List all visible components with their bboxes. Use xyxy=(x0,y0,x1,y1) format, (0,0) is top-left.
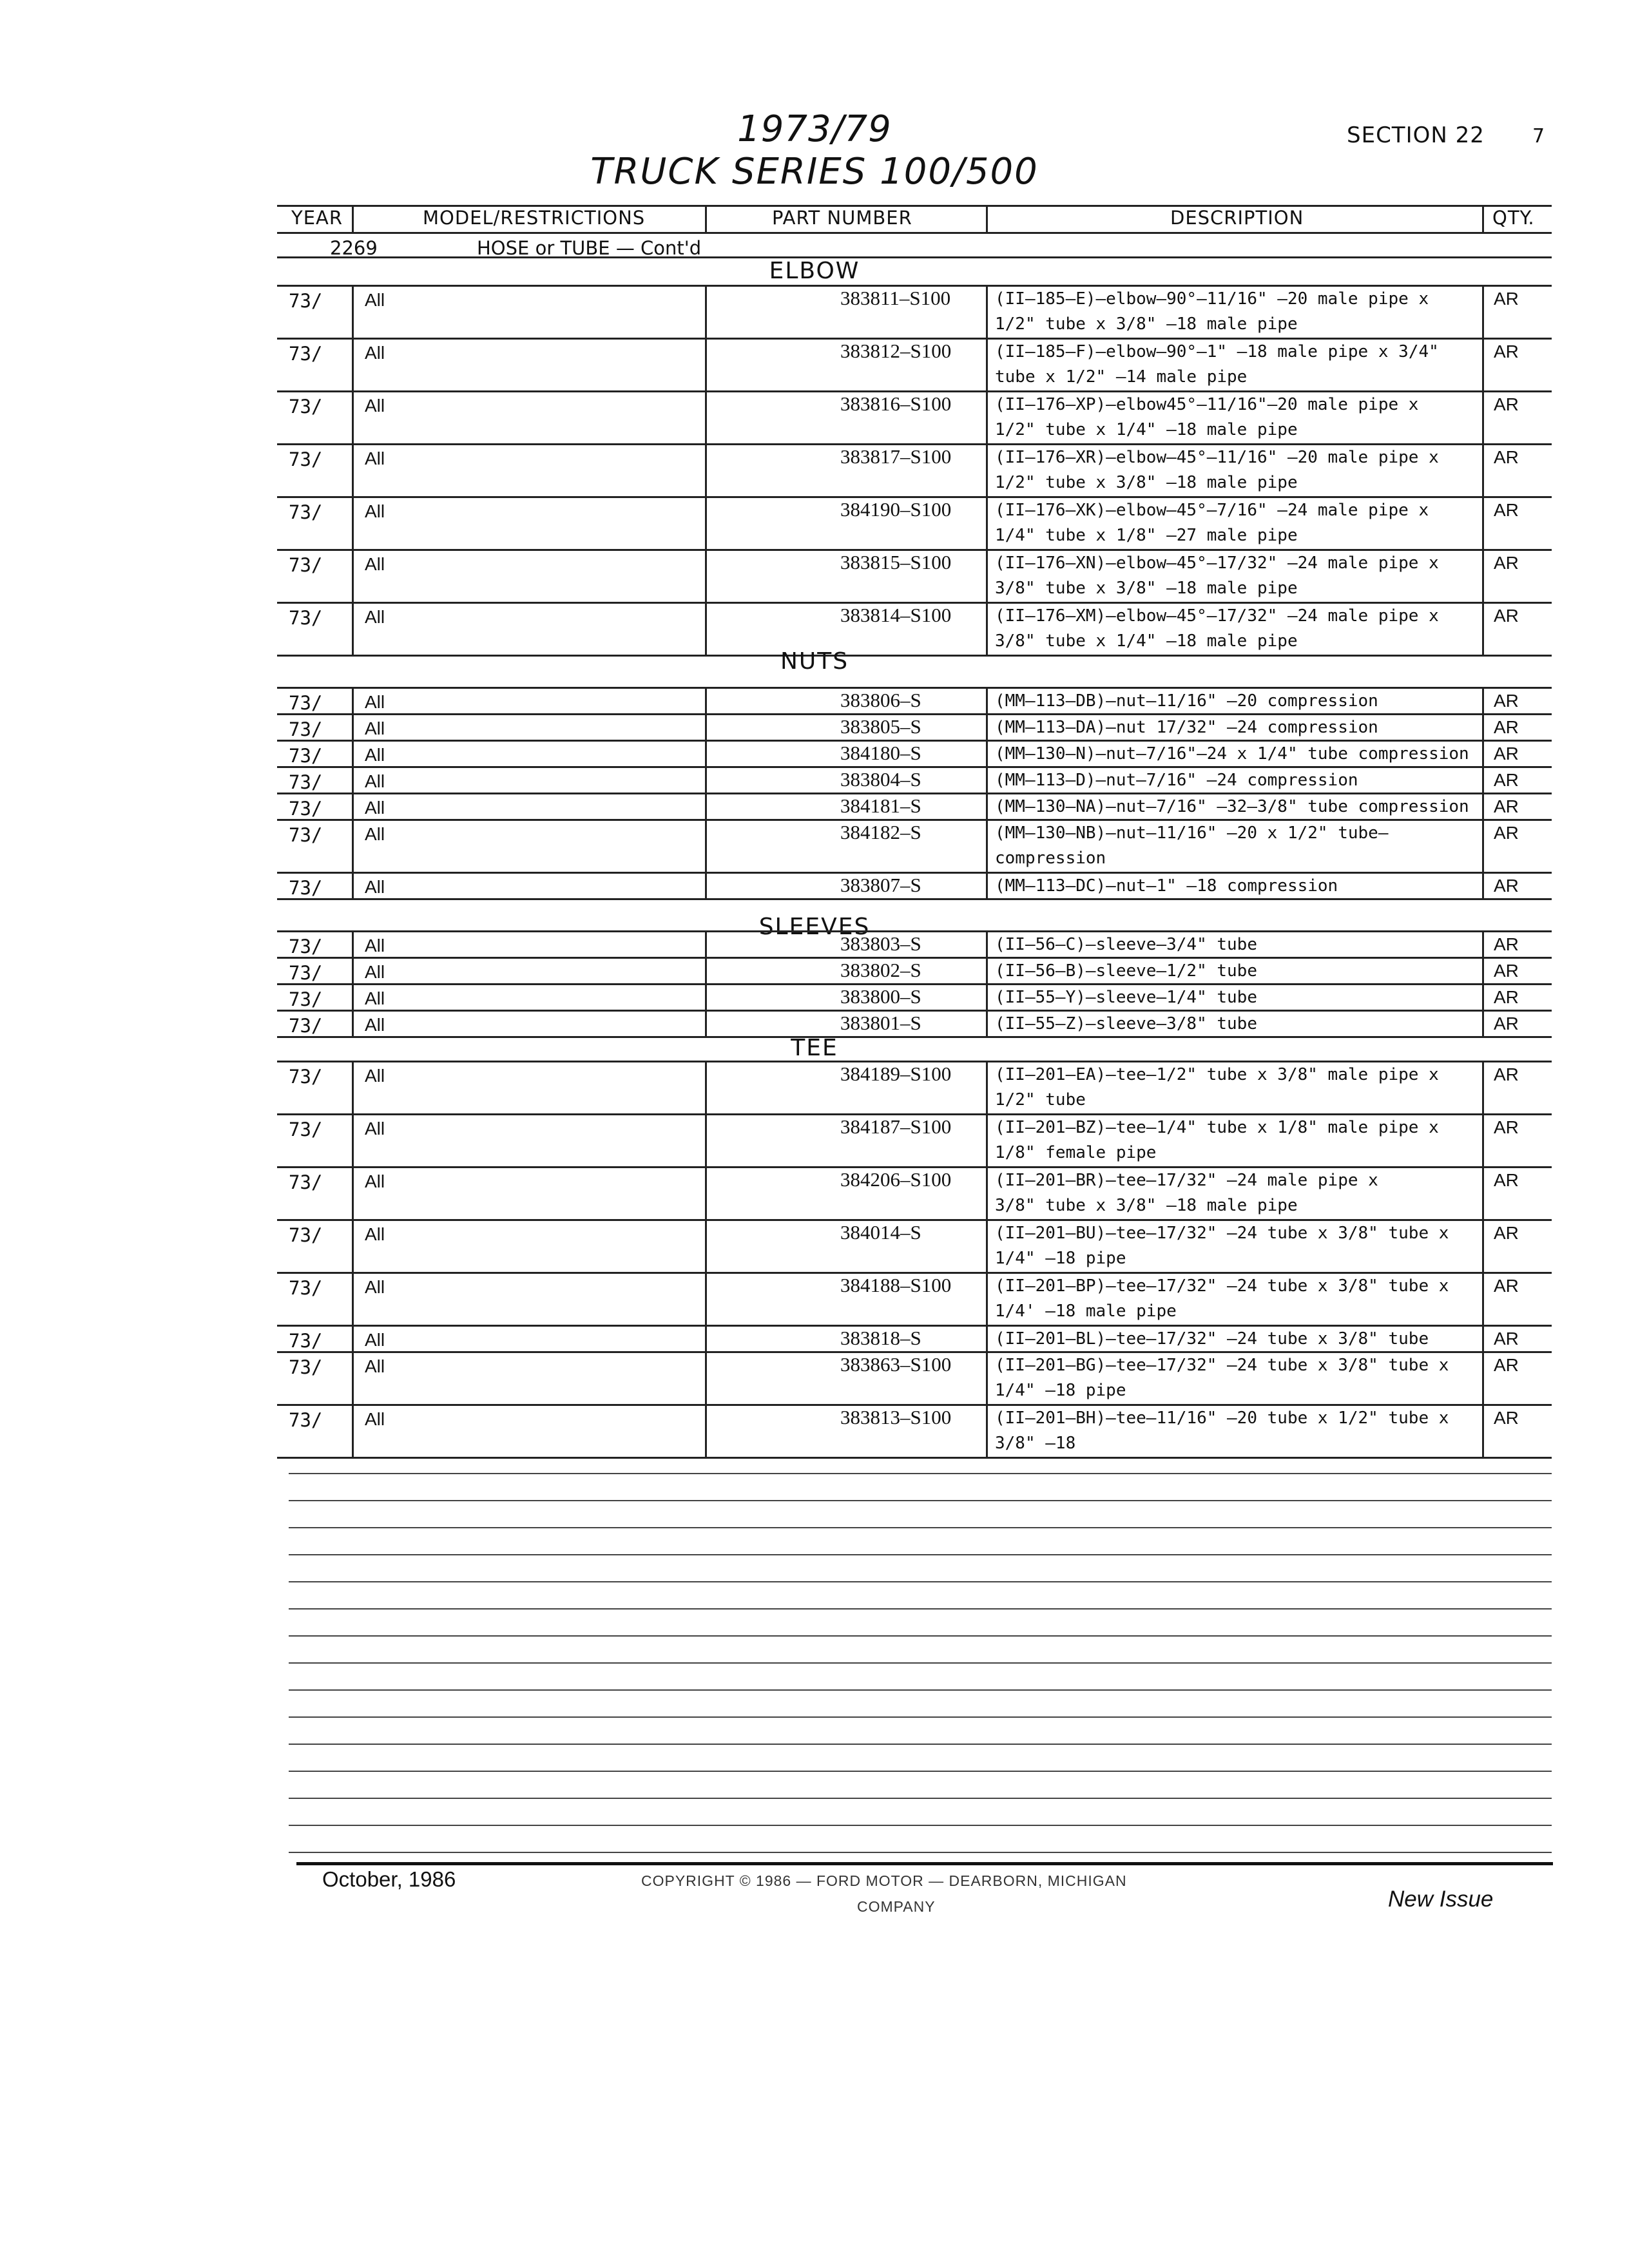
row-description: (II–176–XP)–elbow45°–11/16"–20 male pipe x xyxy=(995,395,1419,414)
cell-divider xyxy=(1482,285,1484,338)
cell-divider xyxy=(986,1404,988,1457)
row-qty: AR xyxy=(1494,1355,1519,1375)
row-model: All xyxy=(365,1171,385,1191)
row-qty: AR xyxy=(1494,289,1519,309)
row-year: 73/ xyxy=(289,824,323,846)
row-qty: AR xyxy=(1494,876,1519,896)
cell-divider xyxy=(705,1219,707,1272)
cell-divider xyxy=(986,1010,988,1036)
blank-rule xyxy=(289,1527,1552,1528)
blank-rule xyxy=(289,1716,1552,1718)
row-part-number: 383802–S xyxy=(840,959,921,981)
blank-rule xyxy=(289,1662,1552,1664)
row-qty: AR xyxy=(1494,1329,1519,1349)
header-divider xyxy=(352,205,354,232)
row-description: (II–176–XM)–elbow–45°–17/32" –24 male pipe x xyxy=(995,606,1439,626)
row-year: 73/ xyxy=(289,1277,323,1299)
row-description: (II–176–XR)–elbow–45°–11/16" –20 male pipe x xyxy=(995,448,1439,467)
column-header-description: DESCRIPTION xyxy=(1170,207,1304,229)
cell-divider xyxy=(352,1325,354,1351)
row-model: All xyxy=(365,1015,385,1035)
cell-divider xyxy=(986,713,988,740)
cell-divider xyxy=(352,687,354,713)
cell-divider xyxy=(352,740,354,766)
row-description-cont: 1/2" tube x 1/4" –18 male pipe xyxy=(995,420,1298,439)
cell-divider xyxy=(352,872,354,898)
row-part-number: 384181–S xyxy=(840,794,921,817)
footer-rule xyxy=(296,1862,1553,1865)
cell-divider xyxy=(1482,793,1484,819)
cell-divider xyxy=(705,1272,707,1325)
row-description-cont: compression xyxy=(995,849,1106,868)
blank-rule xyxy=(289,1825,1552,1826)
row-year: 73/ xyxy=(289,1356,323,1378)
row-description-cont: 1/4' –18 male pipe xyxy=(995,1302,1177,1321)
row-description: (II–56–C)–sleeve–3/4" tube xyxy=(995,935,1257,954)
cell-divider xyxy=(352,443,354,496)
cell-divider xyxy=(986,1272,988,1325)
row-year: 73/ xyxy=(289,1224,323,1246)
row-description: (II–201–EA)–tee–1/2" tube x 3/8" male pipe x xyxy=(995,1065,1439,1084)
cell-divider xyxy=(352,1272,354,1325)
cell-divider xyxy=(986,930,988,957)
row-qty: AR xyxy=(1494,770,1519,790)
row-description: (II–185–E)–elbow–90°–11/16" –20 male pipe x xyxy=(995,289,1429,309)
footer-copyright: COPYRIGHT © 1986 — FORD MOTOR — DEARBORN, MICHIGAN xyxy=(641,1872,1127,1889)
cell-divider xyxy=(986,1325,988,1351)
cell-divider xyxy=(986,285,988,338)
cell-divider xyxy=(705,1010,707,1036)
row-year: 73/ xyxy=(289,798,323,820)
row-description-cont: 1/4" –18 pipe xyxy=(995,1249,1126,1268)
group-number: 2269 xyxy=(330,237,378,259)
cell-divider xyxy=(705,687,707,713)
row-description-cont: 1/8" female pipe xyxy=(995,1143,1157,1162)
blank-rule xyxy=(289,1635,1552,1637)
header-divider xyxy=(705,205,707,232)
blank-rule xyxy=(289,1852,1552,1853)
row-model: All xyxy=(365,501,385,521)
blank-rule xyxy=(289,1608,1552,1610)
row-description-cont: 1/4" –18 pipe xyxy=(995,1381,1126,1400)
row-qty: AR xyxy=(1494,341,1519,361)
cell-divider xyxy=(352,549,354,602)
cell-divider xyxy=(1482,1010,1484,1036)
cell-divider xyxy=(705,390,707,443)
row-part-number: 384180–S xyxy=(840,742,921,764)
cell-divider xyxy=(1482,713,1484,740)
blank-rule xyxy=(289,1744,1552,1745)
cell-divider xyxy=(705,793,707,819)
cell-divider xyxy=(352,766,354,793)
row-part-number: 384206–S100 xyxy=(840,1168,952,1191)
row-description: (MM–130–NA)–nut–7/16" –32–3/8" tube compression xyxy=(995,797,1469,816)
row-model: All xyxy=(365,1277,385,1297)
row-description: (II–56–B)–sleeve–1/2" tube xyxy=(995,961,1257,981)
cell-divider xyxy=(352,1404,354,1457)
header-divider xyxy=(986,205,988,232)
row-part-number: 384182–S xyxy=(840,821,921,843)
row-model: All xyxy=(365,936,385,956)
column-header-qty: QTY. xyxy=(1492,207,1535,229)
cell-divider xyxy=(705,740,707,766)
row-part-number: 383805–S xyxy=(840,715,921,738)
cell-divider xyxy=(705,1325,707,1351)
row-qty: AR xyxy=(1494,744,1519,764)
cell-divider xyxy=(705,338,707,390)
row-year: 73/ xyxy=(289,1330,323,1352)
row-model: All xyxy=(365,607,385,627)
cell-divider xyxy=(705,549,707,602)
cell-divider xyxy=(705,983,707,1010)
cell-divider xyxy=(986,549,988,602)
row-year: 73/ xyxy=(289,745,323,767)
row-part-number: 383807–S xyxy=(840,874,921,896)
row-model: All xyxy=(365,1356,385,1376)
cell-divider xyxy=(986,1219,988,1272)
blank-rule xyxy=(289,1581,1552,1582)
row-qty: AR xyxy=(1494,1408,1519,1428)
row-description-cont: 3/8" tube x 1/4" –18 male pipe xyxy=(995,631,1298,651)
row-model: All xyxy=(365,1409,385,1429)
row-description-cont: 1/2" tube xyxy=(995,1090,1086,1110)
cell-divider xyxy=(1482,740,1484,766)
row-qty: AR xyxy=(1494,717,1519,737)
header-divider xyxy=(1482,205,1484,232)
row-description-cont: 1/2" tube x 3/8" –18 male pipe xyxy=(995,473,1298,492)
row-year: 73/ xyxy=(289,290,323,312)
cell-divider xyxy=(352,496,354,549)
cell-divider xyxy=(986,687,988,713)
cell-divider xyxy=(1482,1404,1484,1457)
cell-divider xyxy=(1482,1061,1484,1113)
header-bottom-rule xyxy=(277,232,1552,234)
column-header-model: MODEL/RESTRICTIONS xyxy=(423,207,646,229)
cell-divider xyxy=(352,930,354,957)
row-rule xyxy=(277,1457,1552,1459)
cell-divider xyxy=(1482,872,1484,898)
blank-rule xyxy=(289,1689,1552,1691)
row-part-number: 384190–S100 xyxy=(840,498,952,521)
page-number: 7 xyxy=(1532,125,1545,148)
cell-divider xyxy=(1482,983,1484,1010)
cell-divider xyxy=(1482,390,1484,443)
cell-divider xyxy=(1482,1351,1484,1404)
cell-divider xyxy=(986,740,988,766)
row-qty: AR xyxy=(1494,934,1519,954)
cell-divider xyxy=(705,766,707,793)
row-model: All xyxy=(365,448,385,468)
row-model: All xyxy=(365,692,385,712)
blank-rule xyxy=(289,1771,1552,1772)
row-qty: AR xyxy=(1494,553,1519,573)
row-model: All xyxy=(365,1330,385,1350)
row-year: 73/ xyxy=(289,1171,323,1193)
row-model: All xyxy=(365,824,385,844)
cell-divider xyxy=(705,1061,707,1113)
cell-divider xyxy=(1482,1325,1484,1351)
cell-divider xyxy=(1482,1219,1484,1272)
cell-divider xyxy=(986,496,988,549)
row-description-cont: 3/8" –18 xyxy=(995,1434,1076,1453)
cell-divider xyxy=(705,957,707,983)
row-year: 73/ xyxy=(289,554,323,576)
cell-divider xyxy=(1482,930,1484,957)
row-part-number: 383804–S xyxy=(840,768,921,791)
row-year: 73/ xyxy=(289,962,323,984)
cell-divider xyxy=(986,793,988,819)
row-qty: AR xyxy=(1494,823,1519,843)
row-part-number: 383806–S xyxy=(840,689,921,711)
row-description: (II–176–XK)–elbow–45°–7/16" –24 male pipe x xyxy=(995,501,1429,520)
cell-divider xyxy=(705,930,707,957)
cell-divider xyxy=(352,1166,354,1219)
cell-divider xyxy=(1482,766,1484,793)
row-model: All xyxy=(365,554,385,574)
row-description-cont: 3/8" tube x 3/8" –18 male pipe xyxy=(995,579,1298,598)
cell-divider xyxy=(352,1351,354,1404)
row-qty: AR xyxy=(1494,606,1519,626)
row-year: 73/ xyxy=(289,343,323,365)
row-part-number: 384014–S xyxy=(840,1221,921,1244)
cell-divider xyxy=(1482,1272,1484,1325)
blank-rule xyxy=(289,1554,1552,1555)
row-qty: AR xyxy=(1494,1014,1519,1033)
row-qty: AR xyxy=(1494,1223,1519,1243)
row-description: (II–55–Z)–sleeve–3/8" tube xyxy=(995,1014,1257,1033)
row-part-number: 383818–S xyxy=(840,1327,921,1349)
row-qty: AR xyxy=(1494,447,1519,467)
row-model: All xyxy=(365,343,385,363)
row-part-number: 383814–S100 xyxy=(840,604,952,626)
cell-divider xyxy=(1482,957,1484,983)
row-description: (MM–113–D)–nut–7/16" –24 compression xyxy=(995,771,1358,790)
row-qty: AR xyxy=(1494,1170,1519,1190)
cell-divider xyxy=(705,1166,707,1219)
cell-divider xyxy=(1482,1113,1484,1166)
footer-issue: New Issue xyxy=(1388,1887,1494,1912)
row-model: All xyxy=(365,877,385,897)
group-name: HOSE or TUBE — Cont'd xyxy=(477,237,702,259)
row-description: (II–201–BH)–tee–11/16" –20 tube x 1/2" tube x xyxy=(995,1408,1449,1428)
cell-divider xyxy=(352,390,354,443)
cell-divider xyxy=(986,957,988,983)
row-year: 73/ xyxy=(289,718,323,740)
row-model: All xyxy=(365,745,385,765)
row-year: 73/ xyxy=(289,1119,323,1140)
row-part-number: 383815–S100 xyxy=(840,551,952,573)
row-model: All xyxy=(365,988,385,1008)
row-part-number: 383812–S100 xyxy=(840,340,952,362)
row-description: (II–201–BP)–tee–17/32" –24 tube x 3/8" tube x xyxy=(995,1276,1449,1296)
cell-divider xyxy=(705,1113,707,1166)
row-qty: AR xyxy=(1494,987,1519,1007)
cell-divider xyxy=(705,713,707,740)
row-rule xyxy=(277,898,1552,900)
cell-divider xyxy=(1482,687,1484,713)
cell-divider xyxy=(352,713,354,740)
cell-divider xyxy=(986,338,988,390)
cell-divider xyxy=(986,1351,988,1404)
cell-divider xyxy=(352,1219,354,1272)
row-part-number: 383800–S xyxy=(840,985,921,1008)
row-year: 73/ xyxy=(289,501,323,523)
row-model: All xyxy=(365,1066,385,1086)
row-part-number: 383863–S100 xyxy=(840,1353,952,1376)
cell-divider xyxy=(705,443,707,496)
row-qty: AR xyxy=(1494,500,1519,520)
cell-divider xyxy=(352,793,354,819)
cell-divider xyxy=(352,285,354,338)
row-description: (MM–130–NB)–nut–11/16" –20 x 1/2" tube– xyxy=(995,823,1389,843)
row-part-number: 384188–S100 xyxy=(840,1274,952,1296)
row-year: 73/ xyxy=(289,692,323,714)
cell-divider xyxy=(352,1113,354,1166)
section-heading: TEE xyxy=(791,1035,838,1061)
row-model: All xyxy=(365,290,385,310)
cell-divider xyxy=(986,1113,988,1166)
row-year: 73/ xyxy=(289,1066,323,1088)
row-description: (MM–113–DB)–nut–11/16" –20 compression xyxy=(995,691,1378,711)
row-model: All xyxy=(365,1224,385,1244)
footer-date: October, 1986 xyxy=(322,1867,456,1891)
row-description: (II–176–XN)–elbow–45°–17/32" –24 male pipe x xyxy=(995,553,1439,573)
cell-divider xyxy=(1482,338,1484,390)
row-model: All xyxy=(365,396,385,416)
cell-divider xyxy=(352,602,354,655)
row-description: (II–201–BG)–tee–17/32" –24 tube x 3/8" tube x xyxy=(995,1356,1449,1375)
cell-divider xyxy=(986,1061,988,1113)
row-model: All xyxy=(365,1119,385,1139)
row-year: 73/ xyxy=(289,988,323,1010)
column-header-part: PART NUMBER xyxy=(772,207,912,229)
row-model: All xyxy=(365,771,385,791)
blank-rule xyxy=(289,1798,1552,1799)
blank-rule xyxy=(289,1473,1552,1474)
cell-divider xyxy=(705,872,707,898)
cell-divider xyxy=(352,957,354,983)
row-year: 73/ xyxy=(289,448,323,470)
cell-divider xyxy=(705,285,707,338)
section-heading: NUTS xyxy=(780,648,849,675)
cell-divider xyxy=(352,1010,354,1036)
section-label: SECTION 22 xyxy=(1347,122,1485,148)
row-part-number: 383801–S xyxy=(840,1012,921,1034)
row-description: (II–201–BZ)–tee–1/4" tube x 1/8" male pipe x xyxy=(995,1118,1439,1137)
cell-divider xyxy=(705,602,707,655)
blank-rule xyxy=(289,1500,1552,1501)
cell-divider xyxy=(352,338,354,390)
row-qty: AR xyxy=(1494,394,1519,414)
section-heading: SLEEVES xyxy=(758,914,871,940)
row-description-cont: 1/2" tube x 3/8" –18 male pipe xyxy=(995,314,1298,334)
row-year: 73/ xyxy=(289,771,323,793)
row-description: (II–201–BL)–tee–17/32" –24 tube x 3/8" tube xyxy=(995,1329,1429,1349)
cell-divider xyxy=(986,443,988,496)
row-description: (II–201–BR)–tee–17/32" –24 male pipe x xyxy=(995,1171,1378,1190)
row-description: (MM–130–N)–nut–7/16"–24 x 1/4" tube compression xyxy=(995,744,1469,764)
row-qty: AR xyxy=(1494,1117,1519,1137)
cell-divider xyxy=(1482,602,1484,655)
cell-divider xyxy=(705,1351,707,1404)
column-header-year: YEAR xyxy=(291,207,343,229)
row-description: (II–185–F)–elbow–90°–1" –18 male pipe x 3/4" xyxy=(995,342,1439,361)
cell-divider xyxy=(986,390,988,443)
cell-divider xyxy=(986,766,988,793)
row-qty: AR xyxy=(1494,961,1519,981)
title-series: TRUCK SERIES 100/500 xyxy=(590,151,1039,193)
cell-divider xyxy=(705,819,707,872)
cell-divider xyxy=(986,872,988,898)
row-part-number: 384187–S100 xyxy=(840,1115,952,1138)
cell-divider xyxy=(352,1061,354,1113)
cell-divider xyxy=(352,819,354,872)
cell-divider xyxy=(986,819,988,872)
row-model: All xyxy=(365,962,385,982)
cell-divider xyxy=(986,1166,988,1219)
row-part-number: 383811–S100 xyxy=(840,287,951,309)
row-description: (II–55–Y)–sleeve–1/4" tube xyxy=(995,988,1257,1007)
row-model: All xyxy=(365,798,385,818)
row-qty: AR xyxy=(1494,796,1519,816)
row-part-number: 383813–S100 xyxy=(840,1406,952,1428)
row-part-number: 383817–S100 xyxy=(840,445,952,468)
row-description-cont: 1/4" tube x 1/8" –27 male pipe xyxy=(995,526,1298,545)
row-qty: AR xyxy=(1494,691,1519,711)
cell-divider xyxy=(1482,549,1484,602)
section-heading: ELBOW xyxy=(769,258,860,284)
row-description: (II–201–BU)–tee–17/32" –24 tube x 3/8" tube x xyxy=(995,1224,1449,1243)
row-model: All xyxy=(365,718,385,738)
row-part-number: 383816–S100 xyxy=(840,392,952,415)
row-qty: AR xyxy=(1494,1276,1519,1296)
cell-divider xyxy=(1482,819,1484,872)
cell-divider xyxy=(986,602,988,655)
row-year: 73/ xyxy=(289,936,323,957)
cell-divider xyxy=(986,983,988,1010)
cell-divider xyxy=(352,983,354,1010)
row-year: 73/ xyxy=(289,607,323,629)
row-year: 73/ xyxy=(289,877,323,899)
row-part-number: 383803–S xyxy=(840,932,921,955)
cell-divider xyxy=(705,1404,707,1457)
row-year: 73/ xyxy=(289,1015,323,1037)
cell-divider xyxy=(705,496,707,549)
cell-divider xyxy=(1482,496,1484,549)
title-years: 1973/79 xyxy=(737,108,892,150)
row-qty: AR xyxy=(1494,1064,1519,1084)
row-description-cont: tube x 1/2" –14 male pipe xyxy=(995,367,1248,387)
cell-divider xyxy=(1482,1166,1484,1219)
row-year: 73/ xyxy=(289,396,323,418)
row-year: 73/ xyxy=(289,1409,323,1431)
row-description: (MM–113–DA)–nut 17/32" –24 compression xyxy=(995,718,1378,737)
row-part-number: 384189–S100 xyxy=(840,1062,952,1085)
cell-divider xyxy=(1482,443,1484,496)
row-description: (MM–113–DC)–nut–1" –18 compression xyxy=(995,876,1338,896)
footer-company: COMPANY xyxy=(857,1898,936,1915)
row-description-cont: 3/8" tube x 3/8" –18 male pipe xyxy=(995,1196,1298,1215)
